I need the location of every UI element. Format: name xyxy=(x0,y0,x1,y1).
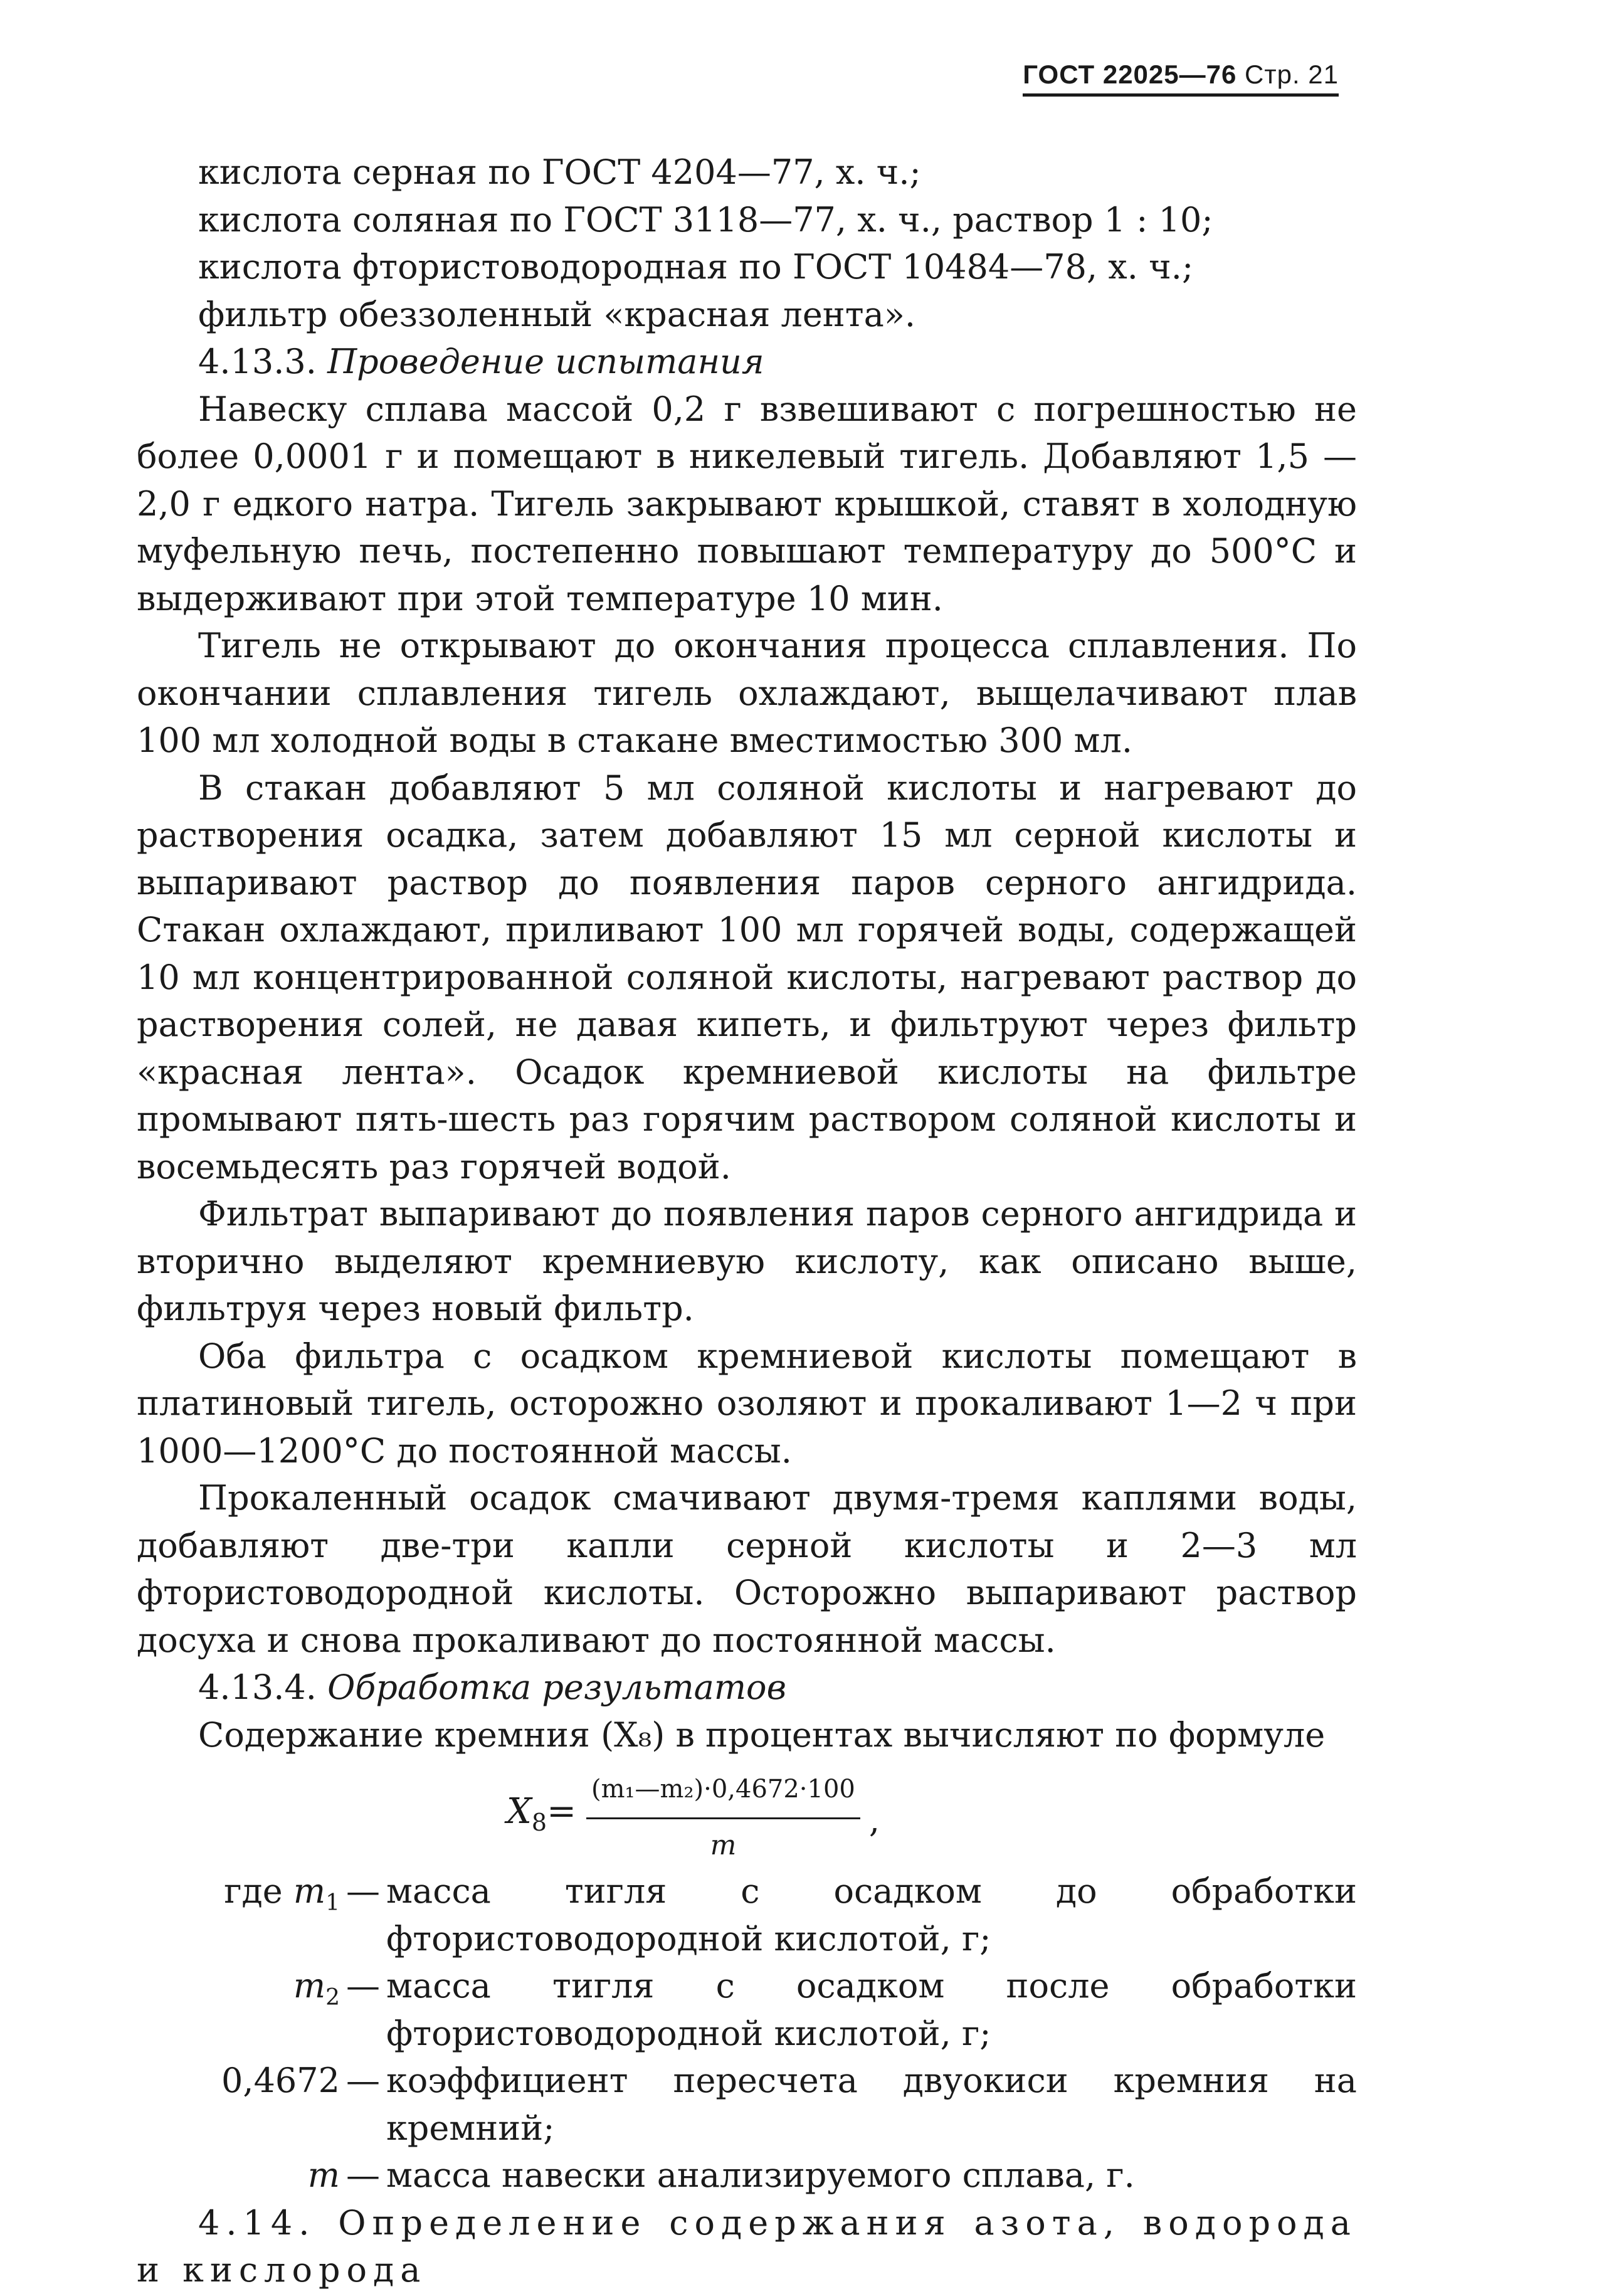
definition-symbol xyxy=(137,1962,340,2057)
definition-item xyxy=(137,1962,1357,2057)
formula-fraction xyxy=(586,1766,860,1869)
definition-text: коэффициент пересчета двуокиси кремния на кремний; xyxy=(386,2061,1357,2148)
symbol-var: m xyxy=(307,2155,340,2195)
formula-equals: = xyxy=(547,1791,576,1832)
definition-dash: — xyxy=(346,1871,380,1911)
definition-symbol xyxy=(137,2152,340,2199)
definition-text: масса тигля с осадком до обработки фтористоводородной кислотой, г; xyxy=(386,1871,1357,1958)
formula-lhs xyxy=(507,1788,576,1847)
symbol-sub: 1 xyxy=(325,1890,340,1916)
definition-dash: — xyxy=(346,2061,380,2100)
body-paragraph: Прокаленный осадок смачивают двумя-тремя каплями воды, добавляют две-три капли серной кислоты и 2—3 мл фтористоводородной кислоты. Осторожно выпаривают раствор досуха и снова прокаливают до постоянной массы. xyxy=(137,1478,1357,1660)
definition-lead: где xyxy=(224,1871,283,1911)
reagent-line: кислота фтористоводородная по ГОСТ 10484—78, х. ч.; xyxy=(198,247,1194,287)
body-paragraph: Тигель не открывают до окончания процесса сплавления. По окончании сплавления тигель охлаждают, выщелачивают плав 100 мл холодной воды в стакане вместимостью 300 мл. xyxy=(137,626,1357,760)
document-body xyxy=(137,149,1357,2294)
section-heading xyxy=(137,1664,1357,1711)
reagent-line: кислота соляная по ГОСТ 3118—77, х. ч., раствор 1 : 10; xyxy=(198,199,1213,240)
formula-trailing: , xyxy=(868,1800,880,1841)
body-paragraph: В стакан добавляют 5 мл соляной кислоты и нагревают до растворения осадка, затем добавляют 15 мл серной кислоты и выпаривают раствор до появления паров серного ангидрида. Стакан охлаждают, приливают 100 мл горячей воды, содержащей 10 мл концентрированной соляной кислоты, нагревают раствор до растворения солей, не давая кипеть, и фильтруют через фильтр «красная лента». Осадок кремниевой кислоты на фильтре промывают пять-шесть раз горячим раствором соляной кислоты и восемьдесять раз горячей водой. xyxy=(137,768,1357,1187)
symbol-var: m xyxy=(293,1871,326,1911)
formula-variable: X xyxy=(507,1791,532,1832)
formula-subscript: 8 xyxy=(531,1809,547,1837)
body-paragraph: Навеску сплава массой 0,2 г взвешивают с погрешностью не более 0,0001 г и помещают в никелевый тигель. Добавляют 1,5 — 2,0 г едкого натра. Тигель закрывают крышкой, ставят в холодную муфельную печь, постепенно повышают температуру до 500°С и выдерживают при этой температуре 10 мин. xyxy=(137,389,1357,618)
definition-symbol xyxy=(137,1868,340,1962)
symbol-var: m xyxy=(293,1966,326,2006)
page-number: Стр. 21 xyxy=(1245,60,1339,89)
definitions-list xyxy=(137,1868,1357,2199)
symbol-sub: 2 xyxy=(325,1984,340,2011)
section-number: 4.13.4. xyxy=(198,1668,317,1707)
definition-item xyxy=(137,2152,1357,2199)
definition-item xyxy=(137,2057,1357,2152)
formula-block xyxy=(137,1761,1357,1861)
section-title: Проведение испытания xyxy=(327,342,764,381)
page-header xyxy=(1023,60,1339,97)
formula xyxy=(507,1766,880,1869)
definition-dash: — xyxy=(346,2155,380,2195)
definition-dash: — xyxy=(346,1966,380,2006)
formula-denominator: m xyxy=(710,1829,737,1861)
reagent-line: фильтр обеззоленный «красная лента». xyxy=(198,294,916,334)
symbol-value: 0,4672 xyxy=(221,2061,340,2100)
standard-number: ГОСТ 22025—76 xyxy=(1023,60,1237,89)
definition-symbol xyxy=(137,2057,340,2152)
section-heading-4-14: 4.14. Определение содержания азота, водорода и кислорода xyxy=(137,2202,1357,2290)
definition-text: масса навески анализируемого сплава, г. xyxy=(386,2155,1135,2195)
formula-intro: Содержание кремния (X₈) в процентах вычисляют по формуле xyxy=(198,1715,1326,1755)
section-number: 4.13.3. xyxy=(198,342,317,381)
reagent-line: кислота серная по ГОСТ 4204—77, х. ч.; xyxy=(198,152,921,192)
section-title: Обработка результатов xyxy=(327,1668,786,1707)
section-heading xyxy=(137,338,1357,386)
body-paragraph: Оба фильтра с осадком кремниевой кислоты помещают в платиновый тигель, осторожно озоляют и прокаливают 1—2 ч при 1000—1200°С до постоянной массы. xyxy=(137,1336,1357,1471)
formula-numerator: (m₁—m₂)·0,4672·100 xyxy=(586,1766,860,1819)
body-paragraph: Фильтрат выпаривают до появления паров серного ангидрида и вторично выделяют кремниевую кислоту, как описано выше, фильтруя через новый фильтр. xyxy=(137,1194,1357,1328)
definition-text: масса тигля с осадком после обработки фтористоводородной кислотой, г; xyxy=(386,1966,1357,2053)
definition-item xyxy=(137,1868,1357,1962)
